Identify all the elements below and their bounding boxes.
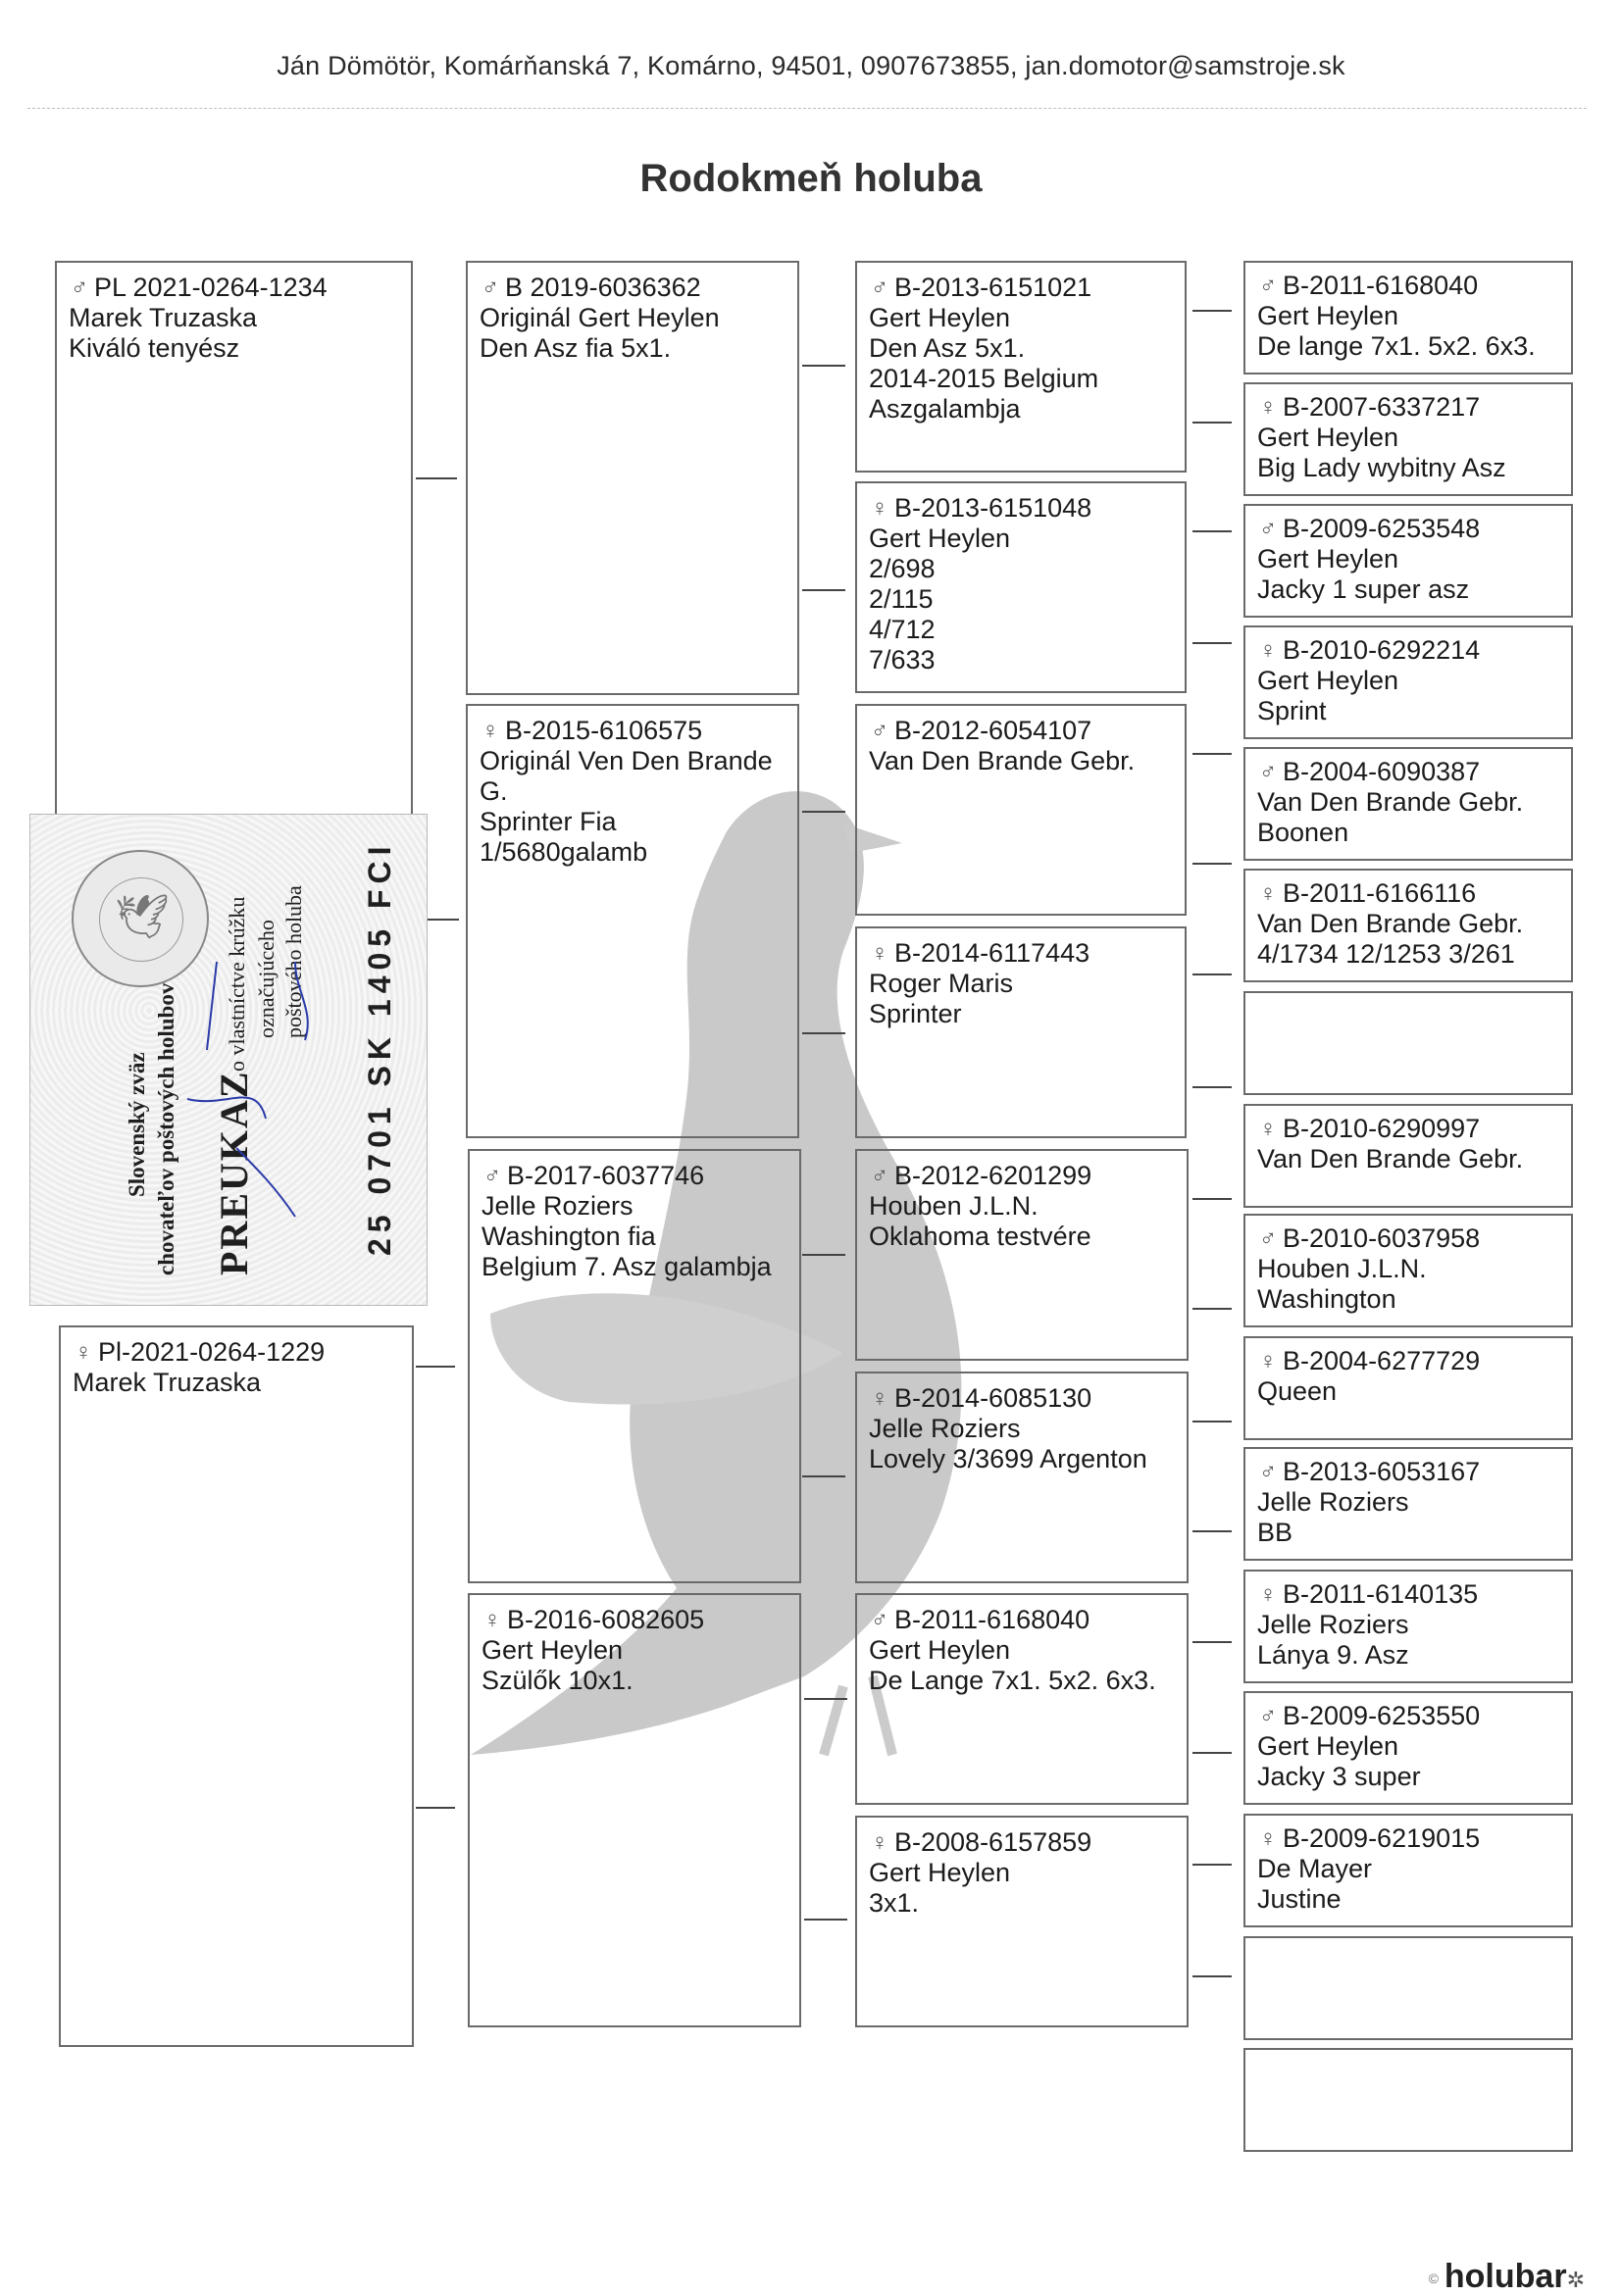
male-icon: ♂ xyxy=(1259,759,1277,785)
gen3-box-5 xyxy=(855,1149,1189,1361)
ring-number: B-2004-6090387 xyxy=(1283,757,1481,786)
note: Jacky 3 super xyxy=(1257,1762,1421,1791)
connector-line xyxy=(804,1919,847,1921)
breeder: Marek Truzaska xyxy=(73,1368,262,1397)
breeder: Gert Heylen xyxy=(1257,423,1399,452)
connector-line xyxy=(416,477,457,479)
gen3-box-6 xyxy=(855,1372,1189,1583)
ring-number: Pl-2021-0264-1229 xyxy=(98,1337,326,1367)
ring-number: B-2004-6277729 xyxy=(1283,1346,1481,1375)
connector-line xyxy=(1192,422,1232,424)
connector-line xyxy=(1192,310,1232,312)
gen4-box-9 xyxy=(1243,1214,1573,1327)
gen4-box-10 xyxy=(1243,1336,1573,1440)
card-org-line2: chovateľov poštových holubov xyxy=(154,982,178,1275)
male-icon: ♂ xyxy=(871,718,888,744)
breeder: Van Den Brande Gebr. xyxy=(1257,787,1524,817)
note: De lange 7x1. 5x2. 6x3. xyxy=(1257,331,1536,361)
ring-number: B-2013-6151021 xyxy=(894,273,1092,302)
gen2-box-3 xyxy=(468,1149,801,1583)
gen4-box-2 xyxy=(1243,382,1573,496)
female-icon: ♀ xyxy=(871,940,888,967)
note: 7/633 xyxy=(869,645,936,674)
note: Oklahoma testvére xyxy=(869,1222,1091,1251)
note: 4/712 xyxy=(869,615,936,644)
gen4-box-16-empty xyxy=(1243,2048,1573,2152)
gen4-box-15-empty xyxy=(1243,1936,1573,2040)
ring-number: B-2015-6106575 xyxy=(505,716,703,745)
brand-footer xyxy=(1429,2258,1585,2296)
connector-line xyxy=(416,1366,455,1368)
female-icon: ♀ xyxy=(1259,880,1277,907)
gen4-box-14 xyxy=(1243,1814,1573,1927)
note: Sprinter xyxy=(869,999,962,1028)
ring-ownership-card xyxy=(29,814,428,1306)
page-title: Rodokmeň holuba xyxy=(639,157,983,200)
ring-number: B-2016-6082605 xyxy=(507,1605,705,1634)
breeder: Van Den Brande Gebr. xyxy=(869,746,1136,775)
note: Washington fia xyxy=(482,1222,656,1251)
note: 1/5680galamb xyxy=(480,837,648,867)
female-icon: ♀ xyxy=(483,1607,501,1633)
ring-number: B-2013-6151048 xyxy=(894,493,1092,523)
gen3-box-3 xyxy=(855,704,1187,916)
note: Aszgalambja xyxy=(869,394,1021,424)
male-icon: ♂ xyxy=(871,275,888,301)
note: Lánya 9. Asz xyxy=(1257,1640,1409,1670)
ring-number: B-2009-6219015 xyxy=(1283,1823,1481,1853)
connector-line xyxy=(802,365,845,367)
breeder: Houben J.L.N. xyxy=(869,1191,1039,1221)
connector-line xyxy=(1192,1086,1232,1088)
header-divider xyxy=(27,108,1587,109)
breeder: Gert Heylen xyxy=(869,303,1011,332)
ring-number: B-2012-6054107 xyxy=(894,716,1092,745)
card-title: PREUKAZ xyxy=(212,1070,256,1275)
male-icon: ♂ xyxy=(482,275,499,301)
note: Justine xyxy=(1257,1884,1342,1914)
ring-number: B-2011-6168040 xyxy=(894,1605,1090,1634)
female-icon: ♀ xyxy=(482,718,499,744)
connector-line xyxy=(802,1254,845,1256)
connector-line xyxy=(1192,753,1232,755)
breeder: Originál Gert Heylen xyxy=(480,303,720,332)
ring-number: B-2010-6290997 xyxy=(1283,1114,1481,1143)
note: 3x1. xyxy=(869,1888,920,1918)
gen4-box-4 xyxy=(1243,625,1573,739)
female-icon: ♀ xyxy=(75,1339,92,1366)
gen3-box-7 xyxy=(855,1593,1189,1805)
breeder: Houben J.L.N. xyxy=(1257,1254,1427,1283)
breeder: Gert Heylen xyxy=(869,1635,1011,1665)
breeder: Gert Heylen xyxy=(482,1635,624,1665)
connector-line xyxy=(1192,1198,1232,1200)
male-icon: ♂ xyxy=(1259,1225,1277,1252)
connector-line xyxy=(1192,1975,1232,1977)
breeder: Marek Truzaska xyxy=(69,303,258,332)
female-icon: ♀ xyxy=(1259,1116,1277,1142)
note: Big Lady wybitny Asz xyxy=(1257,453,1506,482)
ring-number: B-2011-6168040 xyxy=(1283,271,1479,300)
gen4-box-1 xyxy=(1243,261,1573,374)
breeder: Gert Heylen xyxy=(1257,301,1399,330)
female-icon: ♀ xyxy=(871,1829,888,1856)
gen4-box-6 xyxy=(1243,869,1573,982)
male-icon: ♂ xyxy=(483,1163,501,1189)
note: Sprint xyxy=(1257,696,1327,725)
breeder: Gert Heylen xyxy=(1257,1731,1399,1761)
dove-icon: 🕊 xyxy=(115,893,170,941)
breeder: Jelle Roziers xyxy=(1257,1487,1409,1517)
ring-number: B-2014-6085130 xyxy=(894,1383,1092,1413)
male-icon: ♂ xyxy=(1259,516,1277,542)
card-desc-line1: o vlastníctve krúžku xyxy=(225,896,249,1072)
ring-number: B-2014-6117443 xyxy=(894,938,1090,968)
ring-number: B-2008-6157859 xyxy=(894,1827,1092,1857)
female-icon: ♀ xyxy=(1259,1581,1277,1608)
brand-mark-icon: ✲ xyxy=(1566,2268,1585,2292)
female-icon: ♀ xyxy=(1259,1348,1277,1374)
ring-number: B-2009-6253548 xyxy=(1283,514,1481,543)
female-icon: ♀ xyxy=(871,1385,888,1412)
male-icon: ♂ xyxy=(1259,1459,1277,1485)
connector-line xyxy=(1192,1864,1232,1866)
gen3-box-4 xyxy=(855,926,1187,1138)
note: Boonen xyxy=(1257,818,1349,847)
connector-line xyxy=(1192,1641,1232,1643)
ring-number: B-2010-6292214 xyxy=(1283,635,1481,665)
male-icon: ♂ xyxy=(71,275,88,301)
connector-line xyxy=(802,811,845,813)
note: Lovely 3/3699 Argenton xyxy=(869,1444,1147,1473)
connector-line xyxy=(416,1807,455,1809)
connector-line xyxy=(1192,530,1232,532)
note: Washington xyxy=(1257,1284,1396,1314)
connector-line xyxy=(804,1698,847,1700)
gen3-box-8 xyxy=(855,1816,1189,2027)
male-icon: ♂ xyxy=(871,1163,888,1189)
connector-line xyxy=(1192,1752,1232,1754)
gen1-dam-box xyxy=(59,1325,414,2047)
connector-line xyxy=(802,1475,845,1477)
copyright-mark: © xyxy=(1428,2271,1439,2287)
note: BB xyxy=(1257,1518,1293,1547)
connector-line xyxy=(1192,1421,1232,1423)
note: Den Asz 5x1. xyxy=(869,333,1026,363)
card-ring-number: 25 0701 SK 1405 FCI xyxy=(362,840,397,1256)
note: 2/115 xyxy=(869,584,934,614)
note: Queen xyxy=(1257,1376,1338,1406)
breeder: Roger Maris xyxy=(869,969,1014,998)
connector-line xyxy=(1192,863,1232,865)
note: De Lange 7x1. 5x2. 6x3. xyxy=(869,1666,1156,1695)
ring-number: B-2009-6253550 xyxy=(1283,1701,1481,1730)
breeder: Gert Heylen xyxy=(869,524,1011,553)
female-icon: ♀ xyxy=(1259,1825,1277,1852)
connector-line xyxy=(802,589,845,591)
ring-number: B-2012-6201299 xyxy=(894,1161,1092,1190)
breeder: Van Den Brande Gebr. xyxy=(1257,1144,1524,1173)
ring-number: B 2019-6036362 xyxy=(505,273,701,302)
card-desc-line3: poštového holuba xyxy=(281,885,306,1038)
ring-number: B-2007-6337217 xyxy=(1283,392,1481,422)
gen4-box-7-empty xyxy=(1243,991,1573,1095)
breeder: De Mayer xyxy=(1257,1854,1373,1883)
note: 2/698 xyxy=(869,554,936,583)
ring-number: PL 2021-0264-1234 xyxy=(94,273,328,302)
gen2-box-4 xyxy=(468,1593,801,2027)
note: Kiváló tenyész xyxy=(69,333,240,363)
gen4-box-13 xyxy=(1243,1691,1573,1805)
ring-number: B-2010-6037958 xyxy=(1283,1223,1481,1253)
gen4-box-8 xyxy=(1243,1104,1573,1208)
gen4-box-11 xyxy=(1243,1447,1573,1561)
breeder: Van Den Brande Gebr. xyxy=(1257,909,1524,938)
handwritten-pen-marks xyxy=(148,923,344,1236)
gen3-box-1 xyxy=(855,261,1187,473)
contact-header: Ján Dömötör, Komárňanská 7, Komárno, 94501, 0907673855, jan.domotor@samstroje.sk xyxy=(277,51,1345,80)
male-icon: ♂ xyxy=(871,1607,888,1633)
gen3-box-2 xyxy=(855,481,1187,693)
connector-line xyxy=(1192,973,1232,975)
gen2-box-2 xyxy=(466,704,799,1138)
connector-line xyxy=(1192,1530,1232,1532)
breeder: Jelle Roziers xyxy=(482,1191,634,1221)
card-desc-line2: označujúceho xyxy=(254,920,279,1038)
note: Jacky 1 super asz xyxy=(1257,574,1470,604)
note: 4/1734 12/1253 3/261 xyxy=(1257,939,1515,969)
note: G. xyxy=(480,776,508,806)
note: Szülők 10x1. xyxy=(482,1666,634,1695)
male-icon: ♂ xyxy=(1259,273,1277,299)
female-icon: ♀ xyxy=(1259,637,1277,664)
ring-number: B-2017-6037746 xyxy=(507,1161,705,1190)
breeder: Jelle Roziers xyxy=(869,1414,1021,1443)
note: Belgium 7. Asz galambja xyxy=(482,1252,772,1281)
ring-number: B-2013-6053167 xyxy=(1283,1457,1481,1486)
female-icon: ♀ xyxy=(1259,394,1277,421)
brand-logo: holubar xyxy=(1444,2258,1567,2295)
gen2-box-1 xyxy=(466,261,799,695)
note: Den Asz fia 5x1. xyxy=(480,333,672,363)
breeder: Jelle Roziers xyxy=(1257,1610,1409,1639)
breeder: Gert Heylen xyxy=(869,1858,1011,1887)
connector-line xyxy=(802,1032,845,1034)
connector-line xyxy=(1192,1308,1232,1310)
ring-number: B-2011-6140135 xyxy=(1283,1579,1479,1609)
note: 2014-2015 Belgium xyxy=(869,364,1099,393)
connector-line xyxy=(426,919,459,921)
card-org-line1: Slovenský zväz xyxy=(125,1052,149,1197)
breeder: Gert Heylen xyxy=(1257,544,1399,574)
male-icon: ♂ xyxy=(1259,1703,1277,1729)
gen4-box-12 xyxy=(1243,1570,1573,1683)
gen4-box-3 xyxy=(1243,504,1573,618)
note: Sprinter Fia xyxy=(480,807,617,836)
connector-line xyxy=(1192,642,1232,644)
breeder: Gert Heylen xyxy=(1257,666,1399,695)
breeder: Originál Ven Den Brande xyxy=(480,746,773,775)
ring-number: B-2011-6166116 xyxy=(1283,878,1477,908)
gen4-box-5 xyxy=(1243,747,1573,861)
female-icon: ♀ xyxy=(871,495,888,522)
